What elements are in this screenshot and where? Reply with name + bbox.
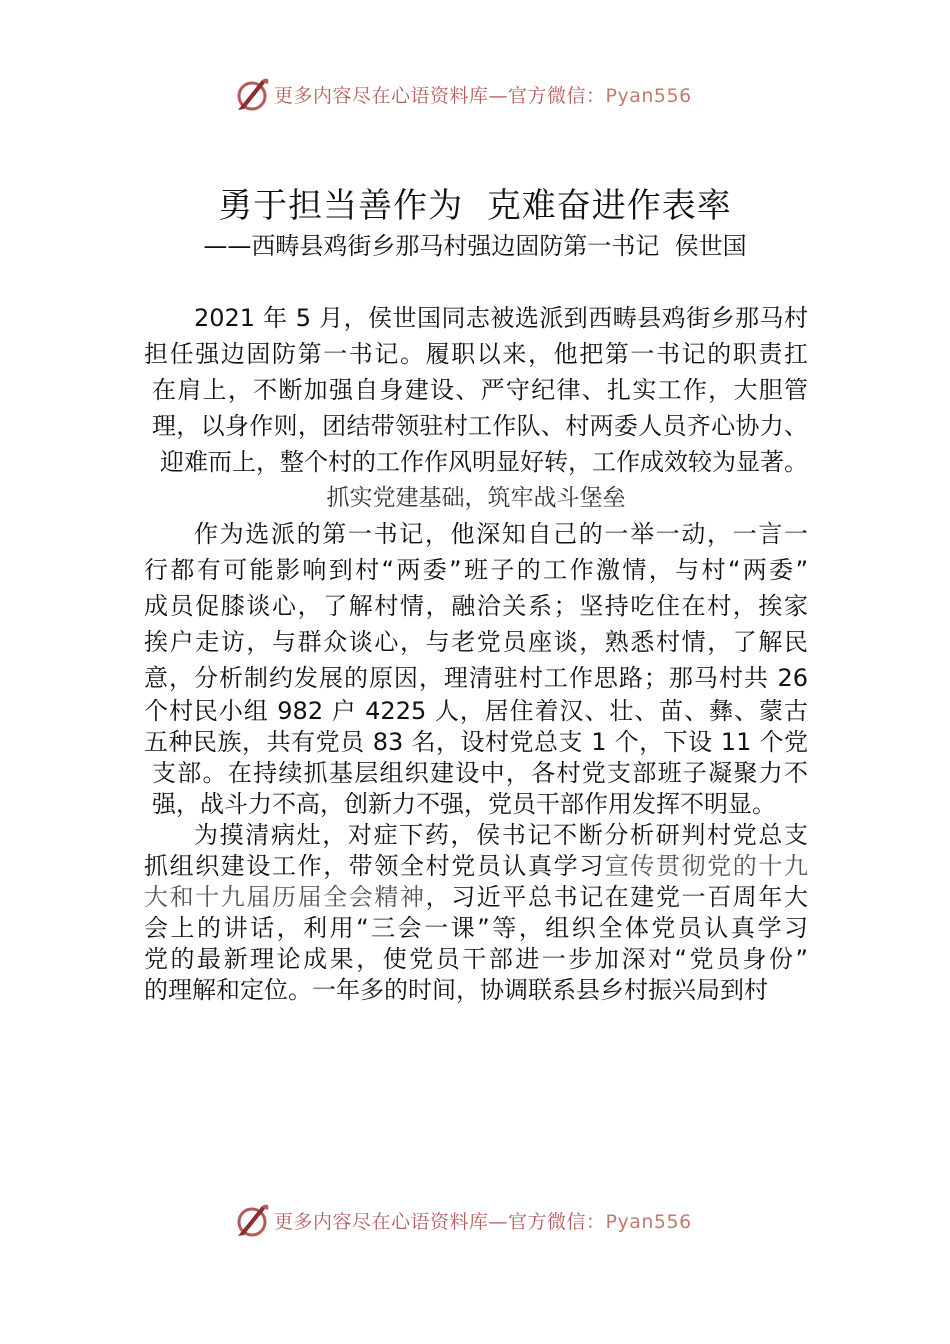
paragraph-line: 大和十九届历届全会精神，习近平总书记在建党一百周年大 — [144, 883, 808, 911]
paragraph-party-building — [144, 516, 808, 820]
paragraph-line: 理，以身作则，团结带领驻村工作队、村两委人员齐心协力、 — [152, 412, 808, 440]
paragraph-line: 个村民小组 982 户 4225 人，居住着汉、壮、苗、彝、蒙古 — [144, 697, 808, 725]
highlighted-phrase: 宣传贯彻党的十九 — [604, 852, 808, 880]
watermark-text: 更多内容尽在心语资料库—官方微信： — [274, 1210, 606, 1233]
paragraph-line: 作为选派的第一书记，他深知自己的一举一动，一言一 — [194, 520, 808, 548]
watermark-banner-bottom — [0, 1196, 950, 1246]
document-title: 勇于担当善作为 克难奋进作表率 — [218, 186, 732, 226]
paragraph-line: 五种民族，共有党员 83 名，设村党总支 1 个，下设 11 个党 — [144, 728, 808, 756]
paragraph-line: 的理解和定位。一年多的时间，协调联系县乡村振兴局到村 — [144, 976, 768, 1004]
paragraph-line: 强，战斗力不高，创新力不强，党员干部作用发挥不明显。 — [152, 790, 776, 818]
document-subtitle: ——西畴县鸡街乡那马村强边固防第一书记 侯世国 — [203, 232, 747, 260]
quill-logo-icon — [232, 1200, 272, 1240]
paragraph-study — [144, 820, 808, 1006]
paragraph-line: 意，分析制约发展的原因，理清驻村工作思路；那马村共 26 — [144, 664, 808, 692]
quill-logo-icon — [232, 74, 272, 114]
paragraph-line: 2021 年 5 月，侯世国同志被选派到西畴县鸡街乡那马村 — [194, 304, 808, 332]
paragraph-line: 会上的讲话，利用“三会一课”等，组织全体党员认真学习 — [144, 914, 808, 942]
paragraph-line: 迎难而上，整个村的工作作风明显好转，工作成效较为显著。 — [160, 448, 808, 476]
paragraph-line: 为摸清病灶，对症下药，侯书记不断分析研判村党总支 — [194, 821, 808, 849]
section-heading: 抓实党建基础，筑牢战斗堡垒 — [326, 485, 626, 511]
paragraph-line: 行都有可能影响到村“两委”班子的工作激情，与村“两委” — [144, 556, 808, 584]
watermark-content — [232, 1200, 692, 1240]
paragraph-line: 在肩上，不断加强自身建设、严守纪律、扎实工作，大胆管 — [152, 376, 808, 404]
highlighted-phrase: 大和十九届历届全会精神 — [144, 883, 426, 911]
watermark-wechat-id: Pyan556 — [605, 84, 692, 107]
watermark-content — [232, 74, 692, 114]
paragraph-line: 挨户走访，与群众谈心，与老党员座谈，熟悉村情，了解民 — [144, 628, 808, 656]
watermark-banner-top — [0, 70, 950, 120]
document-body — [144, 300, 808, 1006]
paragraph-line: 党的最新理论成果，使党员干部进一步加深对“党员身份” — [144, 945, 808, 973]
paragraph-line: 支部。在持续抓基层组织建设中，各村党支部班子凝聚力不 — [152, 759, 808, 787]
watermark-wechat-id: Pyan556 — [605, 1210, 692, 1233]
paragraph-intro — [144, 300, 808, 480]
watermark-text: 更多内容尽在心语资料库—官方微信： — [274, 84, 606, 107]
paragraph-line: 担任强边固防第一书记。履职以来，他把第一书记的职责扛 — [144, 340, 808, 368]
paragraph-line: 成员促膝谈心，了解村情，融洽关系；坚持吃住在村，挨家 — [144, 592, 808, 620]
paragraph-line: 抓组织建设工作，带领全村党员认真学习宣传贯彻党的十九 — [144, 852, 808, 880]
